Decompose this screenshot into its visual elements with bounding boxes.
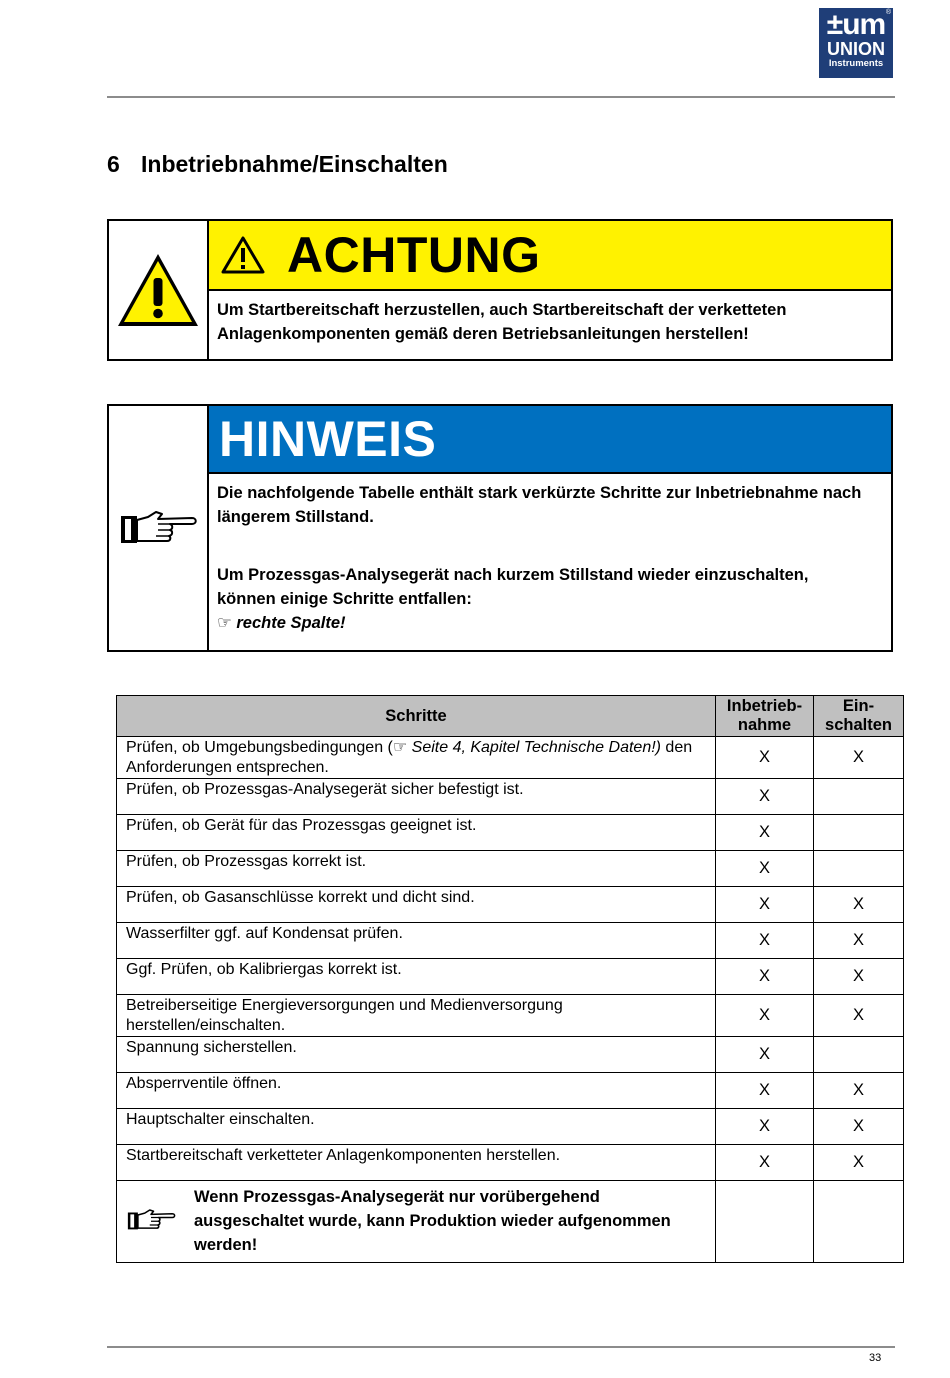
table-row bbox=[117, 1109, 904, 1145]
notice-box bbox=[107, 404, 893, 652]
steps-table bbox=[116, 695, 904, 1263]
note-text: Wenn Prozessgas-Analysegerät nur vorübergehend ausgeschaltet wurde, kann Produktion wieder aufgenommen werden! bbox=[194, 1188, 671, 1254]
notice-title: HINWEIS bbox=[219, 411, 437, 467]
mark-einschalten: X bbox=[814, 1073, 904, 1109]
header-einschalten: Ein- schalten bbox=[814, 696, 904, 737]
mark-inbetriebnahme: X bbox=[716, 1109, 814, 1145]
table-row bbox=[117, 851, 904, 887]
mark-inbetriebnahme: X bbox=[716, 1037, 814, 1073]
page-number: 33 bbox=[869, 1352, 882, 1364]
table-row bbox=[117, 1145, 904, 1181]
table-row bbox=[117, 1037, 904, 1073]
section-title: Inbetriebnahme/Einschalten bbox=[141, 151, 448, 177]
notice-p1-line1: Die nachfolgende Tabelle enthält stark verkürzte Schritte zur Inbetriebnahme nach bbox=[217, 484, 862, 502]
mark-inbetriebnahme: X bbox=[716, 923, 814, 959]
mark-einschalten: X bbox=[814, 995, 904, 1037]
warning-text-line2: Anlagenkomponenten gemäß deren Betriebsanleitungen herstellen! bbox=[217, 325, 749, 343]
step-text: Prüfen, ob Prozessgas-Analysegerät sicher befestigt ist. bbox=[117, 779, 716, 815]
notice-banner bbox=[209, 406, 891, 474]
step-text: Wasserfilter ggf. auf Kondensat prüfen. bbox=[117, 923, 716, 959]
mark-inbetriebnahme: X bbox=[716, 815, 814, 851]
notice-p1-line2: längerem Stillstand. bbox=[217, 508, 374, 526]
warning-text bbox=[209, 291, 891, 346]
section-number: 6 bbox=[107, 151, 120, 177]
mark-einschalten bbox=[814, 1037, 904, 1073]
table-row bbox=[117, 959, 904, 995]
logo-mark: ±um bbox=[826, 8, 886, 41]
mark-inbetriebnahme: X bbox=[716, 737, 814, 779]
warning-title: ACHTUNG bbox=[287, 227, 541, 283]
logo-brand: UNION bbox=[827, 39, 885, 59]
table-row bbox=[117, 923, 904, 959]
mark-inbetriebnahme: X bbox=[716, 887, 814, 923]
notice-p2-line1: Um Prozessgas-Analysegerät nach kurzem Stillstand wieder einzuschalten, bbox=[217, 566, 809, 584]
warning-triangle-icon bbox=[116, 252, 200, 328]
pointing-hand-icon bbox=[126, 1207, 176, 1233]
step-text: Betreiberseitige Energieversorgungen und Medienversorgung herstellen/einschalten. bbox=[117, 995, 716, 1037]
section-heading bbox=[107, 151, 448, 178]
footer-rule bbox=[107, 1346, 895, 1348]
pointing-hand-icon bbox=[118, 508, 198, 548]
step-text: Spannung sicherstellen. bbox=[117, 1037, 716, 1073]
table-row bbox=[117, 815, 904, 851]
mark-inbetriebnahme: X bbox=[716, 1145, 814, 1181]
mark-einschalten: X bbox=[814, 1109, 904, 1145]
header-steps: Schritte bbox=[117, 696, 716, 737]
warning-banner bbox=[209, 221, 891, 291]
mark-einschalten: X bbox=[814, 737, 904, 779]
mark-einschalten: X bbox=[814, 923, 904, 959]
mark-einschalten bbox=[814, 815, 904, 851]
note-empty-cell bbox=[814, 1181, 904, 1263]
mark-inbetriebnahme: X bbox=[716, 1073, 814, 1109]
header-inbetriebnahme: Inbetrieb- nahme bbox=[716, 696, 814, 737]
table-header-row bbox=[117, 696, 904, 737]
warning-small-icon bbox=[221, 236, 265, 274]
mark-einschalten bbox=[814, 779, 904, 815]
mark-inbetriebnahme: X bbox=[716, 995, 814, 1037]
table-row bbox=[117, 995, 904, 1037]
notice-p2-line2: können einige Schritte entfallen: bbox=[217, 590, 472, 608]
table-row bbox=[117, 1073, 904, 1109]
warning-icon-cell bbox=[109, 221, 209, 359]
table-note-row bbox=[117, 1181, 904, 1263]
step-text: Prüfen, ob Gasanschlüsse korrekt und dicht sind. bbox=[117, 887, 716, 923]
table-row bbox=[117, 779, 904, 815]
step-text: Hauptschalter einschalten. bbox=[117, 1109, 716, 1145]
mark-inbetriebnahme: X bbox=[716, 851, 814, 887]
step-text: Prüfen, ob Gerät für das Prozessgas geeignet ist. bbox=[117, 815, 716, 851]
header-rule bbox=[107, 96, 895, 98]
table-row bbox=[117, 887, 904, 923]
note-empty-cell bbox=[716, 1181, 814, 1263]
mark-einschalten: X bbox=[814, 1145, 904, 1181]
warning-box bbox=[107, 219, 893, 361]
union-instruments-logo bbox=[819, 8, 893, 78]
logo-sub: Instruments bbox=[828, 58, 884, 69]
mark-einschalten: X bbox=[814, 959, 904, 995]
notice-p3: ☞ rechte Spalte! bbox=[217, 614, 346, 632]
step-text: Absperrventile öffnen. bbox=[117, 1073, 716, 1109]
notice-icon-cell bbox=[109, 406, 209, 650]
mark-inbetriebnahme: X bbox=[716, 959, 814, 995]
step-text: Ggf. Prüfen, ob Kalibriergas korrekt ist. bbox=[117, 959, 716, 995]
notice-text bbox=[209, 474, 891, 635]
table-row bbox=[117, 737, 904, 779]
logo-registered: ® bbox=[885, 9, 891, 16]
note-cell bbox=[117, 1181, 716, 1263]
step-text: Prüfen, ob Prozessgas korrekt ist. bbox=[117, 851, 716, 887]
mark-einschalten: X bbox=[814, 887, 904, 923]
step-text: Startbereitschaft verketteter Anlagenkomponenten herstellen. bbox=[117, 1145, 716, 1181]
warning-text-line1: Um Startbereitschaft herzustellen, auch Startbereitschaft der verketteten bbox=[217, 301, 787, 319]
mark-einschalten bbox=[814, 851, 904, 887]
mark-inbetriebnahme: X bbox=[716, 779, 814, 815]
step-text: Prüfen, ob Umgebungsbedingungen (☞ Seite 4, Kapitel Technische Daten!) den Anforderungen entsprechen. bbox=[117, 737, 716, 779]
